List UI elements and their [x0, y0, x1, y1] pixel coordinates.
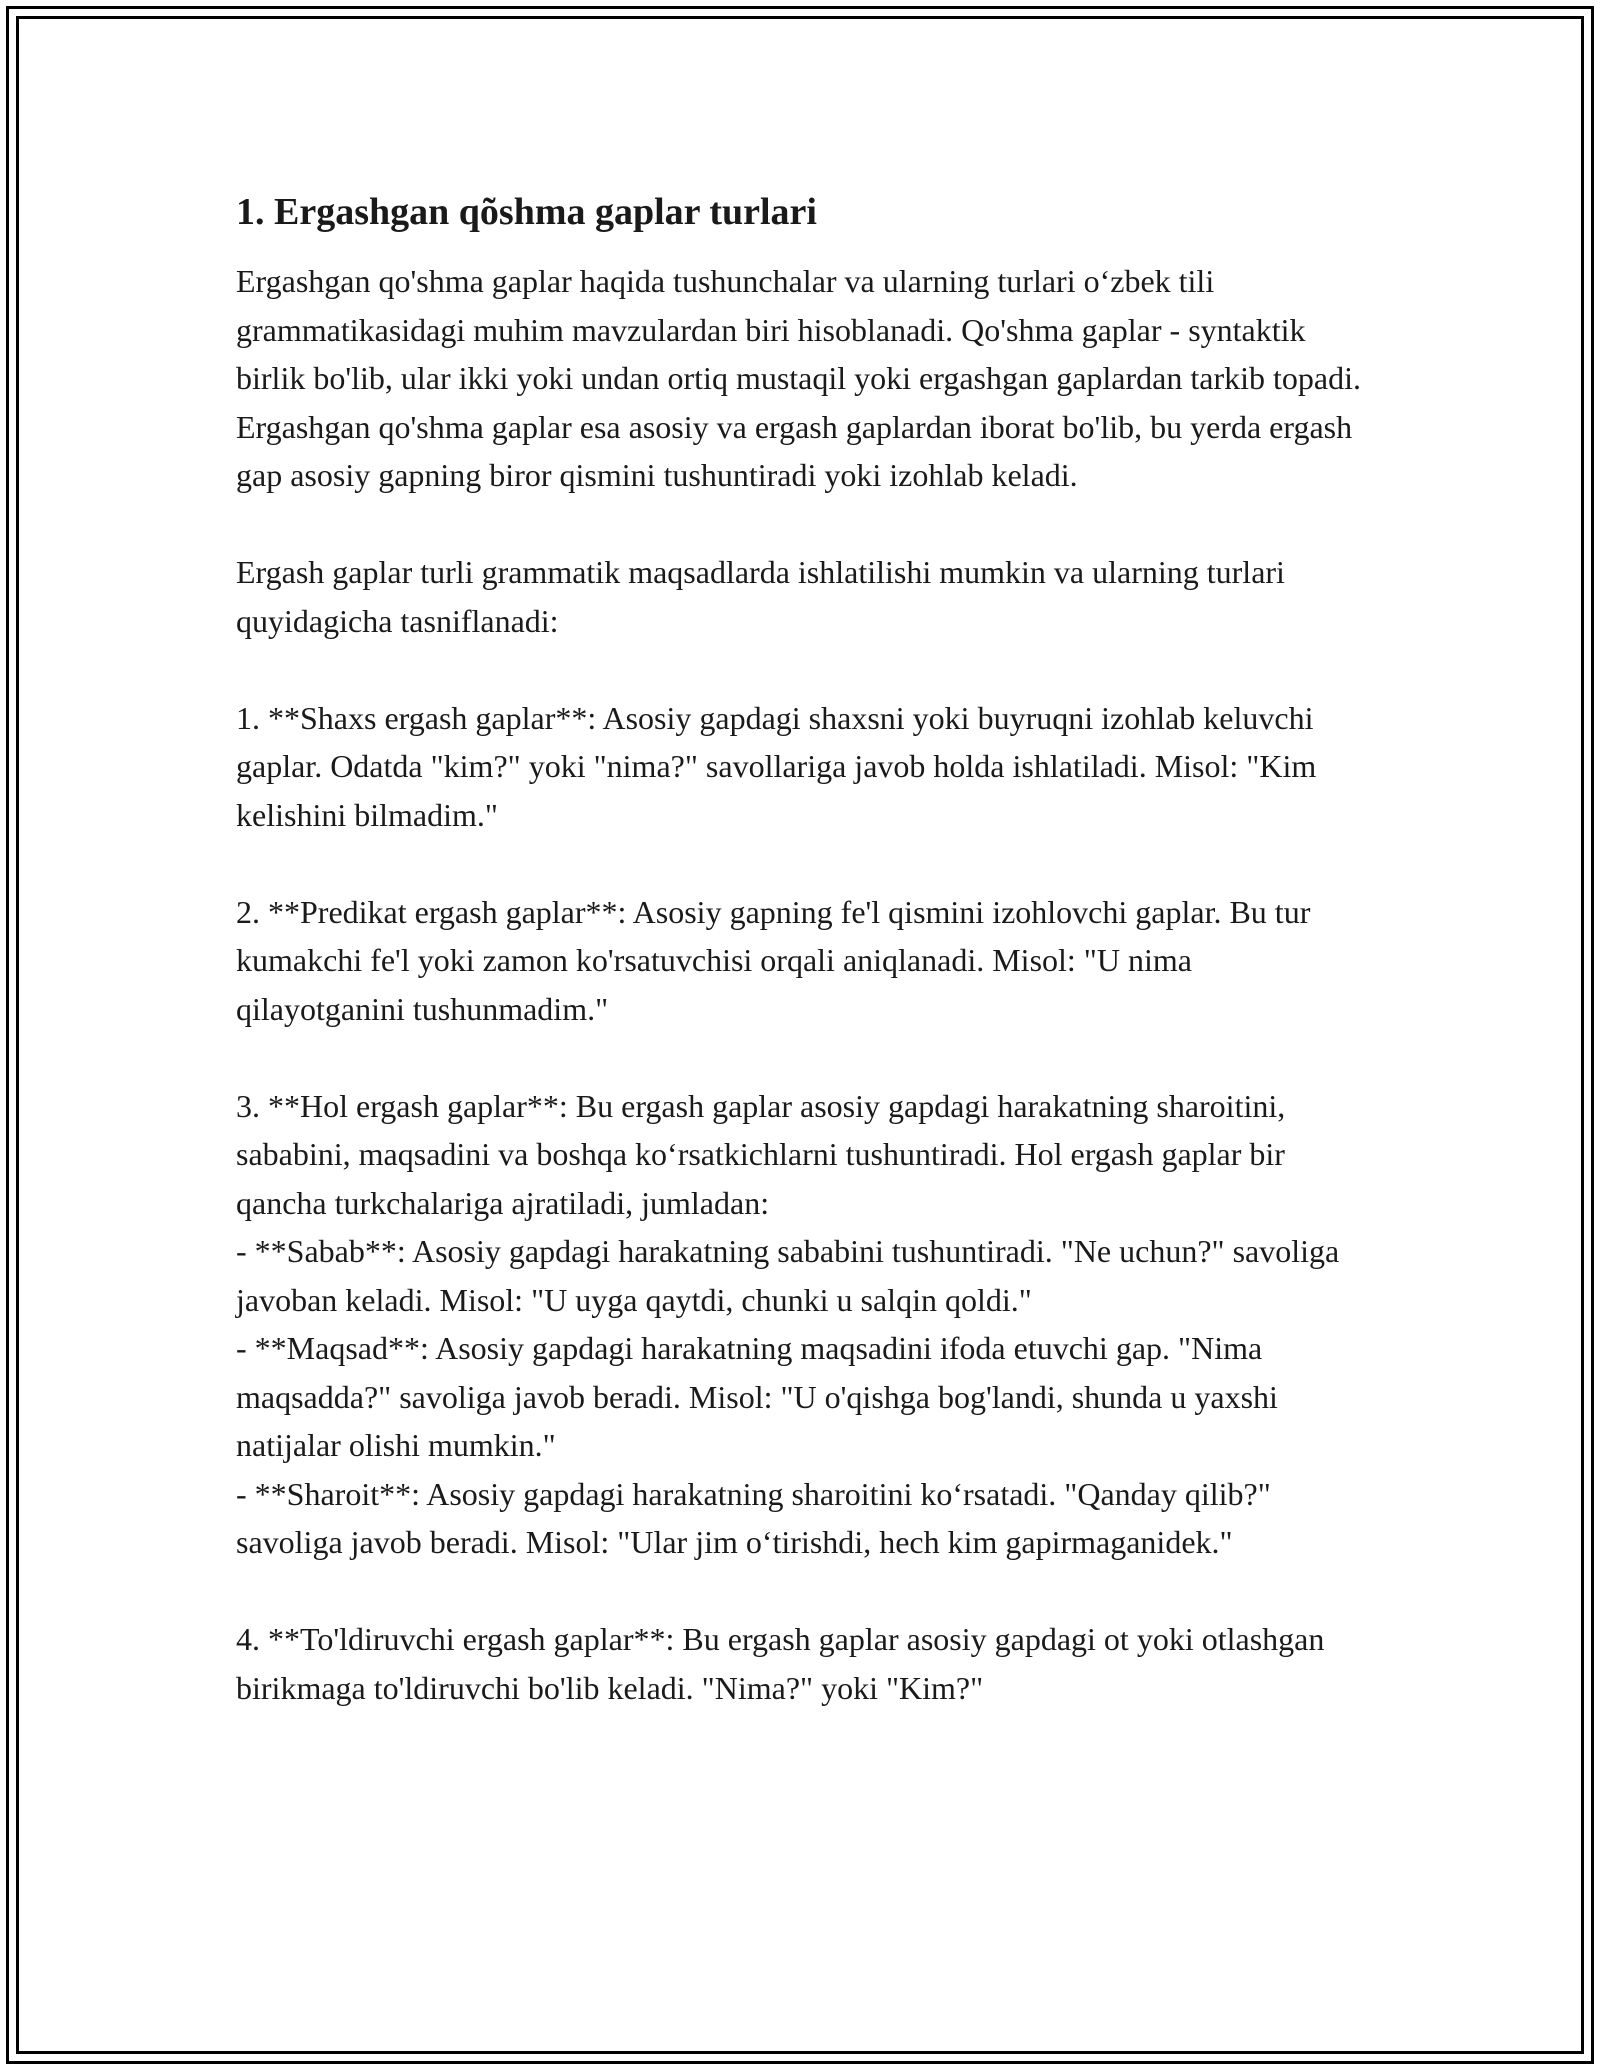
paragraph-spacer [236, 1033, 1366, 1082]
paragraph-classification: Ergash gaplar turli grammatik maqsadlarda ishlatilishi mumkin va ularning turlari quyidagicha tasniflanadi: [236, 554, 1285, 639]
document-body [236, 188, 1366, 1712]
document-title: 1. Ergashgan qõshma gaplar turlari [236, 191, 817, 233]
paragraph-spacer [236, 500, 1366, 549]
paragraph-spacer [236, 1567, 1366, 1616]
list-item-predikat: 2. **Predikat ergash gaplar**: Asosiy gapning fe'l qismini izohlovchi gaplar. Bu tur kumakchi fe'l yoki zamon ko'rsatuvchisi orqali aniqlanadi. Misol: "U nima qilayotganini tushunmadim." [236, 893, 1311, 1027]
list-item-toldiruvchi: 4. **To'ldiruvchi ergash gaplar**: Bu ergash gaplar asosiy gapdagi ot yoki otlashgan birikmaga to'ldiruvchi bo'lib keladi. "Nima?" yoki "Kim?" [236, 1621, 1325, 1706]
paragraph-spacer [236, 839, 1366, 888]
list-item-shaxs: 1. **Shaxs ergash gaplar**: Asosiy gapdagi shaxsni yoki buyruqni izohlab keluvchi gaplar. Odatda "kim?" yoki "nima?" savollariga javob holda ishlatiladi. Misol: "Kim kelishini bilmadim." [236, 699, 1317, 833]
paragraph-intro: Ergashgan qo'shma gaplar haqida tushunchalar va ularning turlari o‘zbek tili grammatikasidagi muhim mavzulardan biri hisoblanadi. Qo'shma gaplar - syntaktik birlik bo'lib, ular ikki yoki undan ortiq mustaqil yoki ergashgan gaplardan tarkib topadi. Ergashgan qo'shma gaplar esa asosiy va ergash gaplardan iborat bo'lib, bu yerda ergash gap asosiy gapning biror qismini tushuntiradi yoki izohlab keladi. [236, 263, 1361, 494]
list-item-hol: 3. **Hol ergash gaplar**: Bu ergash gaplar asosiy gapdagi harakatning sharoitini, sababini, maqsadini va boshqa ko‘rsatkichlarni tushuntiradi. Hol ergash gaplar bir qancha turkchalariga ajratiladi, jumladan: - **Sabab**: Asosiy gapdagi harakatning sababini tushuntiradi. "Ne uchun?" savoliga javoban keladi. Misol: "U uyga qaytdi, chunki u salqin qoldi." - **Maqsad**: Asosiy gapdagi harakatning maqsadini ifoda etuvchi gap. "Nima maqsadda?" savoliga javob beradi. Misol: "U o'qishga bog'landi, shunda u yaxshi natijalar olishi mumkin." - **Sharoit**: Asosiy gapdagi harakatning sharoitini ko‘rsatadi. "Qanday qilib?" savoliga javob beradi. Misol: "Ular jim o‘tirishdi, hech kim gapirmaganidek." [236, 1087, 1340, 1561]
paragraph-spacer [236, 645, 1366, 694]
